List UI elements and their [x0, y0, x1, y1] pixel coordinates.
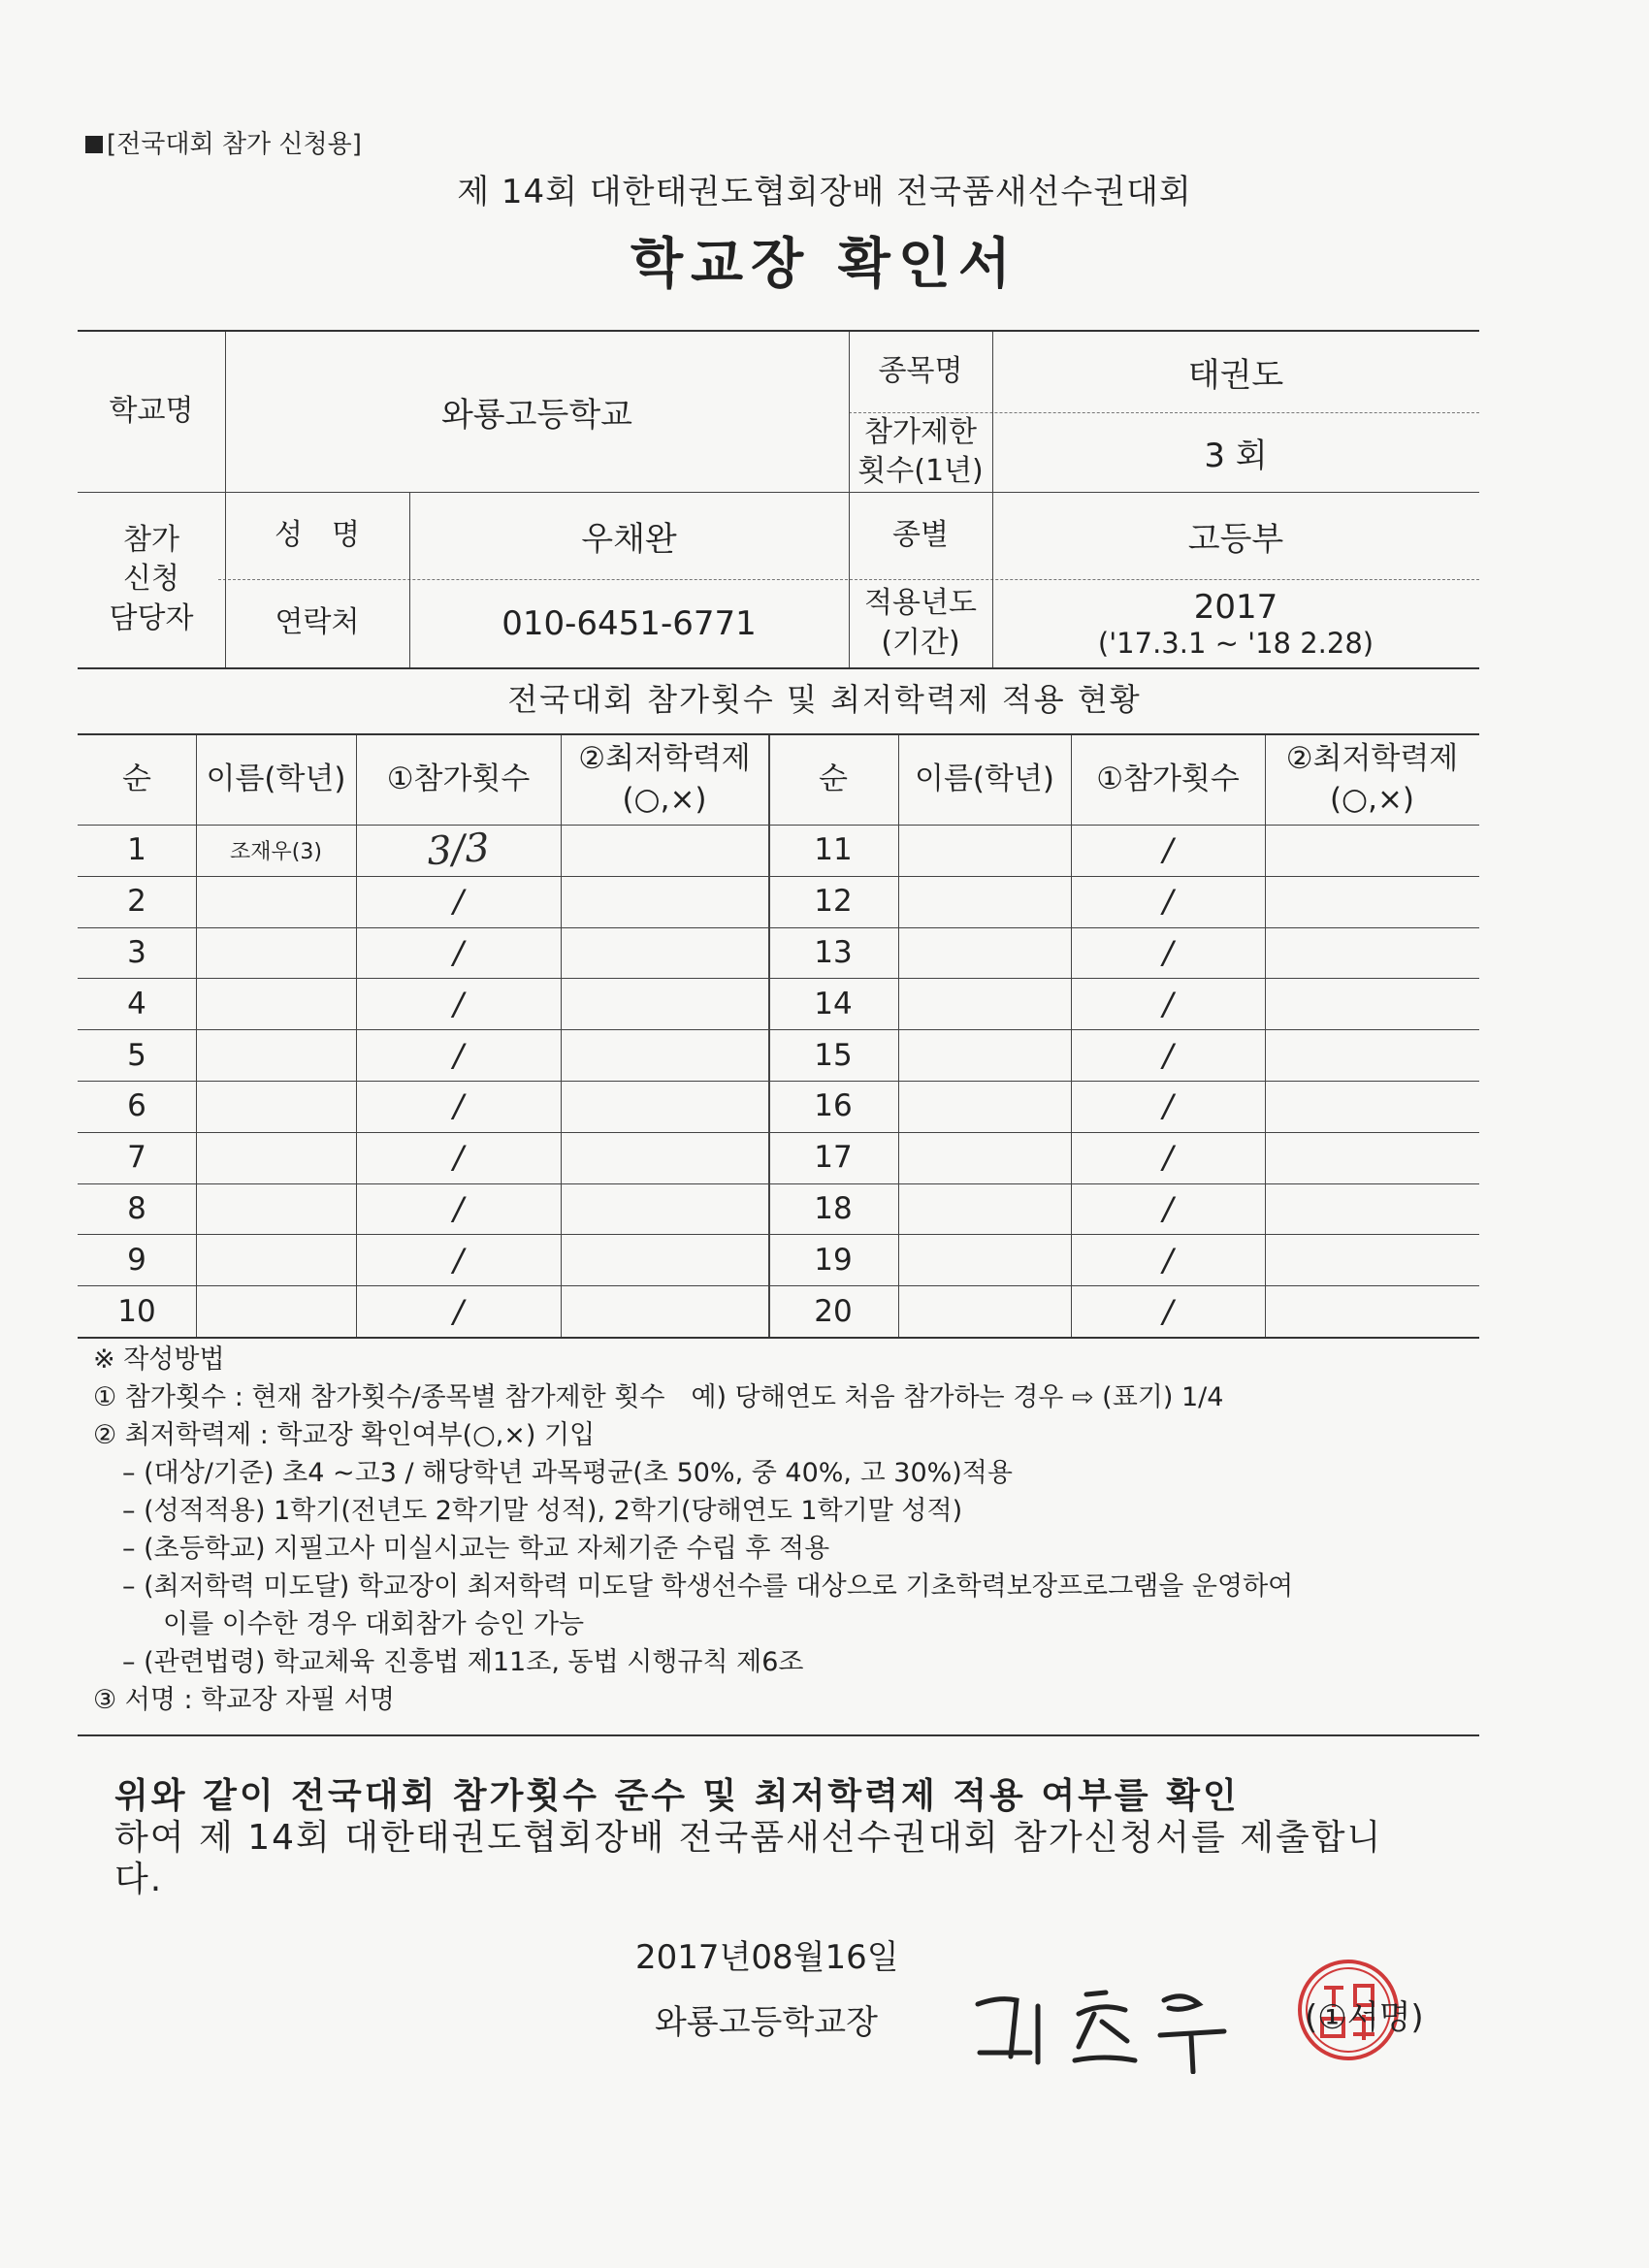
student-name — [898, 1234, 1071, 1285]
participation-count: / — [1162, 1139, 1174, 1177]
participation-count: / — [1162, 1189, 1174, 1227]
square-bullet-icon — [85, 136, 103, 153]
note-item: ③ 서명 : 학교장 자필 서명 — [93, 1685, 395, 1715]
participation-count: / — [453, 883, 464, 921]
student-name: 조재우(3) — [230, 839, 322, 864]
min-academic — [1265, 1183, 1479, 1235]
min-academic — [561, 1285, 768, 1337]
event-label: 종목명 — [878, 354, 963, 389]
student-name — [196, 1285, 356, 1337]
student-name — [196, 1081, 356, 1132]
row-number: 12 — [814, 884, 853, 920]
note-subitem: – (성적적용) 1학기(전년도 2학기말 성적), 2학기(당해연도 1학기말 성적) — [122, 1496, 963, 1526]
row-number: 4 — [127, 986, 146, 1021]
min-academic — [1265, 927, 1479, 979]
student-name — [898, 1029, 1071, 1081]
row-number: 1 — [127, 832, 146, 868]
student-name — [898, 1183, 1071, 1235]
note-subitem-cont: 이를 이수한 경우 대회참가 승인 가능 — [163, 1609, 585, 1639]
participation-count: / — [1162, 1292, 1174, 1330]
participation-count: / — [1162, 985, 1174, 1022]
row-number: 9 — [127, 1242, 146, 1278]
year-label: 적용년도 (기간) — [864, 586, 977, 660]
participation-count: / — [453, 1241, 464, 1279]
participation-count: / — [453, 1139, 464, 1177]
limit-value: 3 회 — [1204, 436, 1268, 475]
min-academic — [561, 978, 768, 1029]
row-number: 15 — [814, 1037, 853, 1073]
instructions — [93, 1341, 1490, 1719]
header-no-right: 순 — [819, 761, 848, 797]
participation-count: / — [1162, 831, 1174, 869]
competition-title: 제 14회 대한태권도협회장배 전국품새선수권대회 — [457, 173, 1192, 211]
participation-count: / — [1162, 1241, 1174, 1279]
row-number: 6 — [127, 1088, 146, 1124]
school-info-table — [78, 330, 1479, 669]
participation-count: / — [453, 1087, 464, 1125]
header-name-left: 이름(학년) — [206, 761, 346, 797]
min-academic — [1265, 1029, 1479, 1081]
min-academic — [1265, 978, 1479, 1029]
year-value: 2017 ('17.3.1 ~ '18 2.28) — [1097, 587, 1374, 660]
contact-label: 연락처 — [275, 605, 360, 640]
student-name — [196, 1132, 356, 1183]
student-name — [898, 927, 1071, 979]
min-academic — [561, 927, 768, 979]
header-min-right: ②최저학력제 (○,×) — [1285, 741, 1459, 817]
row-number: 20 — [814, 1293, 853, 1329]
min-academic — [561, 1183, 768, 1235]
min-academic — [561, 1132, 768, 1183]
student-name — [196, 1029, 356, 1081]
row-number: 14 — [814, 986, 853, 1021]
participation-count: / — [453, 985, 464, 1022]
school-label: 학교명 — [109, 394, 194, 429]
min-academic — [1265, 1081, 1479, 1132]
min-academic — [1265, 825, 1479, 876]
row-number: 7 — [127, 1140, 146, 1176]
note-item: ① 참가횟수 : 현재 참가횟수/종목별 참가제한 횟수 예) 당해연도 처음 참가하는 경우 ⇨ (표기) 1/4 — [93, 1382, 1224, 1412]
note-subitem: – (대상/기준) 초4 ~고3 / 해당학년 과목평균(초 50%, 중 40%, 고 30%)적용 — [122, 1458, 1013, 1488]
min-academic — [561, 876, 768, 927]
min-academic — [1265, 1285, 1479, 1337]
note-item: ② 최저학력제 : 학교장 확인여부(○,×) 기입 — [93, 1420, 596, 1450]
student-name — [898, 1081, 1071, 1132]
participation-count: 3/3 — [425, 826, 492, 875]
student-name — [196, 1183, 356, 1235]
row-number: 5 — [127, 1037, 146, 1073]
sign-label: (①서명) — [1305, 1998, 1424, 2037]
participation-count: / — [1162, 1036, 1174, 1074]
document-title: 학교장 확인서 — [630, 233, 1019, 296]
participation-count: / — [453, 1036, 464, 1074]
min-academic — [561, 1081, 768, 1132]
student-name — [196, 876, 356, 927]
row-number: 3 — [127, 934, 146, 970]
student-name — [196, 927, 356, 979]
division-value: 고등부 — [1187, 519, 1284, 559]
row-number: 2 — [127, 884, 146, 920]
participation-count: / — [1162, 883, 1174, 921]
participation-count: / — [1162, 1087, 1174, 1125]
participation-grid — [78, 733, 1479, 1339]
principal-title: 와룡고등학교장 — [655, 2003, 878, 2042]
header-no-left: 순 — [122, 761, 151, 797]
note-heading: ※ 작성방법 — [93, 1345, 225, 1375]
confirmation-text: 위와 같이 전국대회 참가횟수 준수 및 최저학력제 적용 여부를 확인 하여 제 14회 대한태권도협회장배 전국품새선수권대회 참가신청서를 제출합니 다. — [114, 1776, 1383, 1899]
name-label: 성 명 — [275, 517, 360, 552]
applicant-label: 참가 신청 담당자 — [109, 522, 194, 635]
participation-count: / — [453, 1189, 464, 1227]
school-value: 와룡고등학교 — [440, 396, 633, 435]
row-number: 16 — [814, 1088, 853, 1124]
min-academic — [561, 1029, 768, 1081]
note-subitem: – (초등학교) 지필고사 미실시교는 학교 자체기준 수립 후 적용 — [122, 1534, 830, 1564]
student-name — [898, 978, 1071, 1029]
row-number: 8 — [127, 1190, 146, 1226]
note-subitem: – (최저학력 미도달) 학교장이 최저학력 미도달 학생선수를 대상으로 기초학력보장프로그램을 운영하여 — [122, 1571, 1294, 1602]
participation-count: / — [1162, 933, 1174, 971]
student-name — [196, 1234, 356, 1285]
divider — [78, 1734, 1479, 1736]
limit-label: 참가제한 횟수(1년) — [857, 414, 984, 488]
row-number: 10 — [117, 1293, 156, 1329]
student-name — [196, 978, 356, 1029]
min-academic — [1265, 876, 1479, 927]
min-academic — [561, 825, 768, 876]
event-value: 태권도 — [1187, 356, 1284, 395]
section-title: 전국대회 참가횟수 및 최저학력제 적용 현황 — [507, 681, 1142, 718]
row-number: 13 — [814, 934, 853, 970]
date: 2017년08월16일 — [635, 1938, 899, 1977]
signature-image — [970, 1967, 1242, 2074]
student-name — [898, 825, 1071, 876]
row-number: 17 — [814, 1140, 853, 1176]
row-number: 18 — [814, 1190, 853, 1226]
student-name — [898, 1285, 1071, 1337]
note-subitem: – (관련법령) 학교체육 진흥법 제11조, 동법 시행규칙 제6조 — [122, 1647, 804, 1677]
header-min-left: ②최저학력제 (○,×) — [578, 741, 751, 817]
student-name — [898, 1132, 1071, 1183]
participation-count: / — [453, 933, 464, 971]
division-label: 종별 — [892, 517, 949, 552]
header-count-left: ①참가횟수 — [386, 761, 531, 797]
contact-value: 010-6451-6771 — [501, 603, 757, 643]
form-tag: [전국대회 참가 신청용] — [85, 124, 362, 160]
participation-count: / — [453, 1292, 464, 1330]
row-number: 19 — [814, 1242, 853, 1278]
name-value: 우채완 — [581, 519, 677, 559]
min-academic — [561, 1234, 768, 1285]
header-count-right: ①참가횟수 — [1096, 761, 1240, 797]
min-academic — [1265, 1132, 1479, 1183]
min-academic — [1265, 1234, 1479, 1285]
header-name-right: 이름(학년) — [915, 761, 1054, 797]
student-name — [898, 876, 1071, 927]
row-number: 11 — [814, 832, 853, 868]
